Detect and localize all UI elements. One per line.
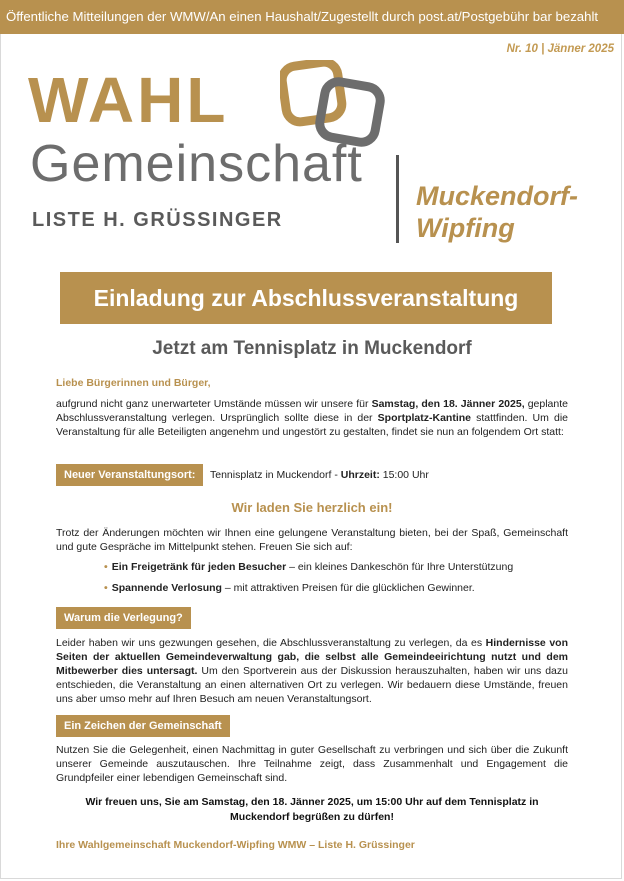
text-bold: Sportplatz-Kantine xyxy=(377,412,471,424)
paragraph-offer: Trotz der Änderungen möchten wir Ihnen eine gelungene Veranstaltung bieten, bei der Spaß, Gemeinschaft und gute Gespräche im Mittelpunkt stehen. Freuen Sie sich auf: xyxy=(56,527,568,553)
section-label-why: Warum die Verlegung? xyxy=(56,607,191,629)
place-line-2: Wipfing xyxy=(416,213,515,243)
text: Um den Sportverein aus der Diskussion herauszuhalten, haben wir uns dazu entschieden, die Veranstaltung an einen alternativen Ort zu verlegen. Wir bedauern diese Umstände, freuen uns aber umso mehr auf Ihren Besuch am neuen Veranstaltungsort. xyxy=(56,665,568,705)
closing-line-1: Wir freuen uns, Sie am Samstag, den 18. Jänner 2025, um 15:00 Uhr auf dem Tennisplatz in xyxy=(85,796,539,808)
text: Leider haben wir uns gezwungen gesehen, die Abschlussveranstaltung zu verlegen, da es xyxy=(56,637,486,649)
text: geplante Abschlussveranstaltung verlegen. Ursprünglich sollte diese in der xyxy=(56,398,568,424)
closing-message xyxy=(56,795,568,825)
brand-liste: LISTE H. GRÜSSINGER xyxy=(32,209,283,231)
venue-time-label: Uhrzeit: xyxy=(340,469,380,481)
signature: Ihre Wahlgemeinschaft Muckendorf-Wipfing WMW – Liste H. Grüssinger xyxy=(56,839,415,851)
place-line-1: Muckendorf- xyxy=(416,181,578,211)
brand-wahl: WAHL xyxy=(28,64,229,136)
venue-place: Tennisplatz in Muckendorf - xyxy=(210,469,341,481)
paragraph-community: Nutzen Sie die Gelegenheit, einen Nachmittag in guter Gesellschaft zu verbringen und sich über die Zukunft unserer Gemeinde auszutauschen. Ihre Teilnahme zeigt, dass Zusammenhalt und Engagement die Grundpfeiler einer lebendigen Gemeinschaft sind. xyxy=(56,744,568,784)
text-bold: Spannende Verlosung xyxy=(111,582,222,594)
closing-line-2: Muckendorf begrüßen zu dürfen! xyxy=(230,811,394,823)
list-item xyxy=(104,581,475,595)
text-bold: Hindernisse von Seiten der aktuellen Gemeindeverwaltung gab, die selbst alle Gemeindeeirichtung nutzt und dem Mitbewerber dies untersagt. xyxy=(56,637,568,677)
greeting: Liebe Bürgerinnen und Bürger, xyxy=(56,377,211,389)
title-banner: Einladung zur Abschlussveranstaltung xyxy=(60,272,552,324)
text: – mit attraktiven Preisen für die glücklichen Gewinner. xyxy=(221,582,475,594)
text-bold: Ein Freigetränk für jeden Besucher xyxy=(111,561,287,573)
venue-time: 15:00 Uhr xyxy=(379,469,429,481)
brand-divider xyxy=(396,155,399,243)
venue-details xyxy=(210,468,550,482)
invite-heading: Wir laden Sie herzlich ein! xyxy=(231,500,393,515)
text: – ein kleines Dankeschön für Ihre Unterstützung xyxy=(286,561,514,573)
venue-label: Neuer Veranstaltungsort: xyxy=(56,464,203,486)
brand-place xyxy=(416,180,578,244)
list-item xyxy=(104,560,513,574)
brand-gemeinschaft: Gemeinschaft xyxy=(30,135,363,193)
issue-number: Nr. 10 | Jänner 2025 xyxy=(506,43,614,55)
paragraph-why xyxy=(56,636,568,706)
bullet-icon: • xyxy=(104,582,108,594)
section-label-community: Ein Zeichen der Gemeinschaft xyxy=(56,715,230,737)
postal-notice-bar: Öffentliche Mitteilungen der WMW/An einen Haushalt/Zugestellt durch post.at/Postgebühr bar bezahlt xyxy=(0,0,624,34)
text: aufgrund nicht ganz unerwarteter Umstände müssen wir unsere für xyxy=(56,398,372,410)
text-bold: Samstag, den 18. Jänner 2025, xyxy=(371,398,525,410)
bullet-icon: • xyxy=(104,561,108,573)
paragraph-intro xyxy=(56,397,568,439)
subtitle: Jetzt am Tennisplatz in Muckendorf xyxy=(152,338,472,359)
text: stattfinden. Um die Veranstaltung für alle Beteiligten angenehm und ungestört zu gestalten, findet sie nun an folgendem Ort statt: xyxy=(56,412,568,438)
